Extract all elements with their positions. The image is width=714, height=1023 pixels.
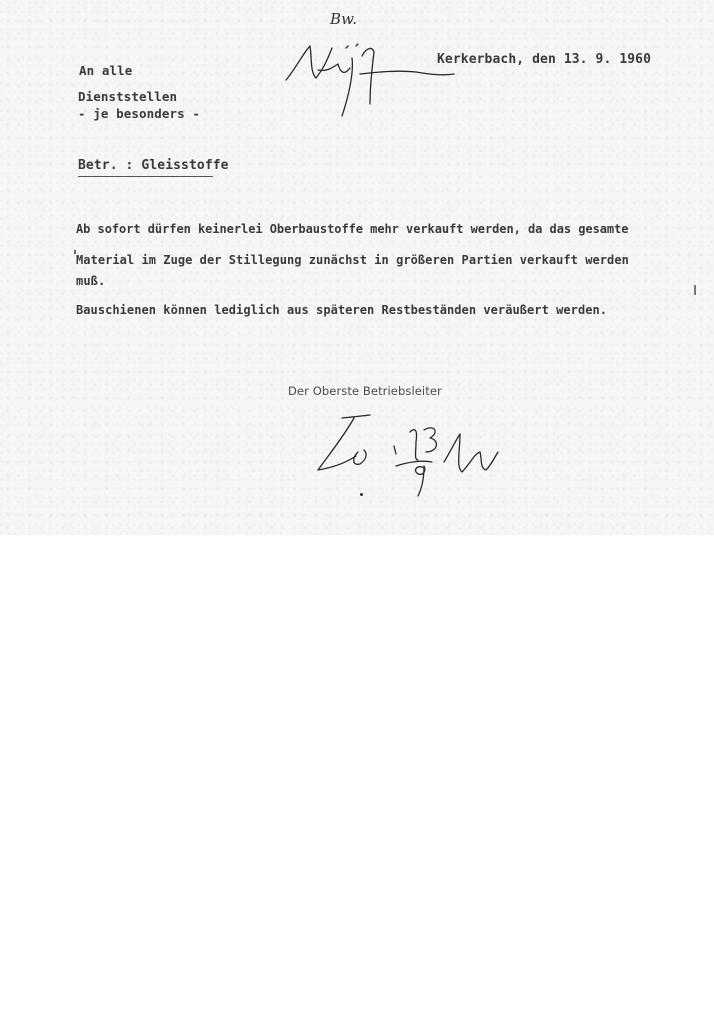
- recipient-line-2: Dienststellen: [78, 89, 178, 104]
- ink-dot: [360, 493, 363, 496]
- body-line-2: Material im Zuge der Stillegung zunächst in größeren Partien verkauft werden: [76, 253, 629, 267]
- recipient-line-3: - je besonders -: [78, 106, 201, 121]
- handwritten-signature: [314, 412, 504, 500]
- handwritten-initials-top: [282, 38, 457, 120]
- body-line-3: muß.: [76, 274, 106, 288]
- body-line-4: Bauschienen können lediglich aus späteren Restbeständen veräußert werden.: [76, 303, 608, 317]
- signature-title: Der Oberste Betriebsleiter: [288, 384, 442, 398]
- handwritten-note-top: Bw.: [330, 10, 358, 28]
- recipient-line-1: An alle: [79, 63, 133, 78]
- margin-mark: [694, 285, 696, 295]
- subject-underline: [78, 176, 213, 177]
- place-date: Kerkerbach, den 13. 9. 1960: [437, 52, 652, 67]
- body-mark: [74, 250, 76, 254]
- subject-line: Betr. : Gleisstoffe: [78, 158, 229, 173]
- body-line-1: Ab sofort dürfen keinerlei Oberbaustoffe mehr verkauft werden, da das gesamte: [76, 222, 629, 236]
